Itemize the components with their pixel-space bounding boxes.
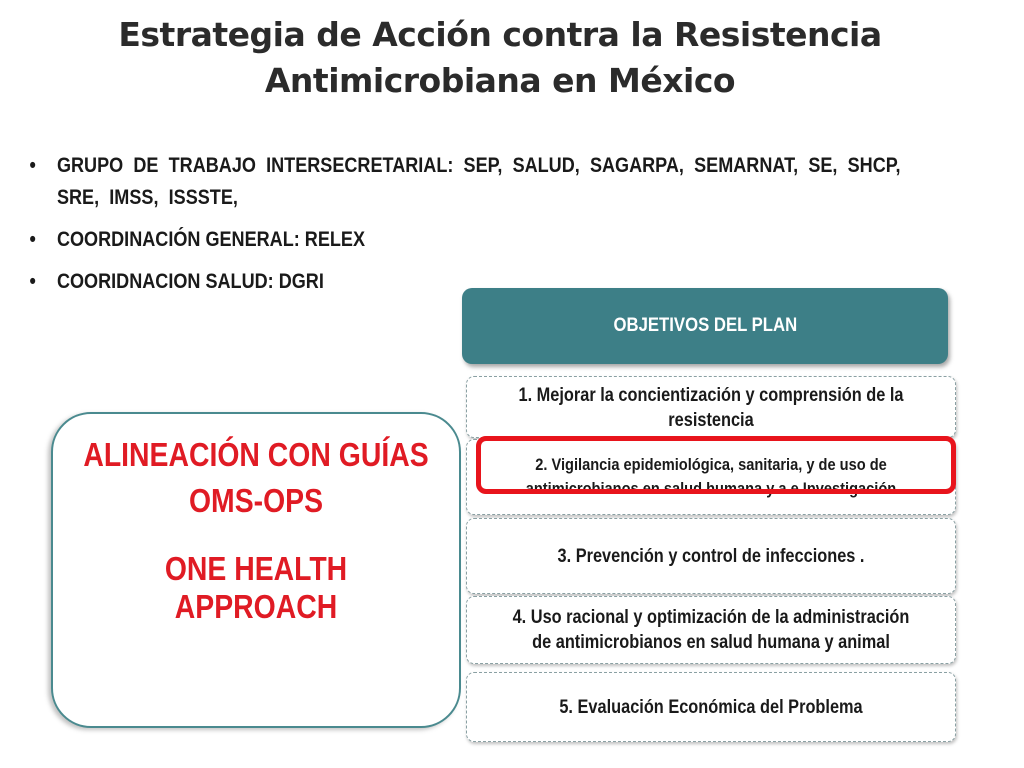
bullet-list	[26, 150, 906, 308]
slide-title-line-2: Antimicrobiana en México	[264, 61, 736, 100]
objective-item-text: 1. Mejorar la concientización y comprensión de la resistencia	[518, 385, 904, 431]
objectives-header	[462, 288, 948, 364]
objective-item-text: 2. Vigilancia epidemiológica, sanitaria, y de uso de antimicrobianos en salud humana y a e Investigación	[525, 455, 897, 498]
objective-item-text: 3. Prevención y control de infecciones .	[557, 545, 865, 567]
objective-item-2	[466, 439, 956, 515]
objective-item-3	[466, 518, 956, 594]
objectives-header-label: OBJETIVOS DEL PLAN	[613, 315, 797, 336]
bullet-text: GRUPO DE TRABAJO INTERSECRETARIAL: SEP, SALUD, SAGARPA, SEMARNAT, SE, SHCP, SRE, IMSS, ISSSTE,	[56, 154, 901, 209]
bullet-text: COORIDNACION SALUD: DGRI	[56, 270, 324, 293]
bullet-dot-icon: •	[29, 270, 36, 293]
objective-item-1	[466, 376, 956, 438]
alignment-line-one-health: ONE HEALTH APPROACH	[164, 550, 348, 625]
alignment-line-guides: ALINEACIÓN CON GUÍAS	[83, 436, 429, 473]
bullet-item-working-group	[26, 150, 926, 214]
bullet-text: COORDINACIÓN GENERAL: RELEX	[56, 228, 366, 251]
objective-item-text: 5. Evaluación Económica del Problema	[559, 696, 863, 718]
objective-item-5	[466, 672, 956, 742]
objective-item-text: 4. Uso racional y optimización de la administración de antimicrobianos en salud humana y animal	[512, 607, 910, 653]
alignment-line-oms-ops: OMS-OPS	[188, 482, 324, 519]
objective-item-4	[466, 596, 956, 664]
bullet-item-general-coordination	[26, 224, 926, 256]
bullet-dot-icon: •	[29, 228, 36, 251]
slide-title	[60, 12, 940, 104]
slide-title-line-1: Estrategia de Acción contra la Resistencia	[118, 15, 882, 54]
bullet-dot-icon: •	[29, 154, 36, 177]
alignment-box	[51, 412, 461, 728]
